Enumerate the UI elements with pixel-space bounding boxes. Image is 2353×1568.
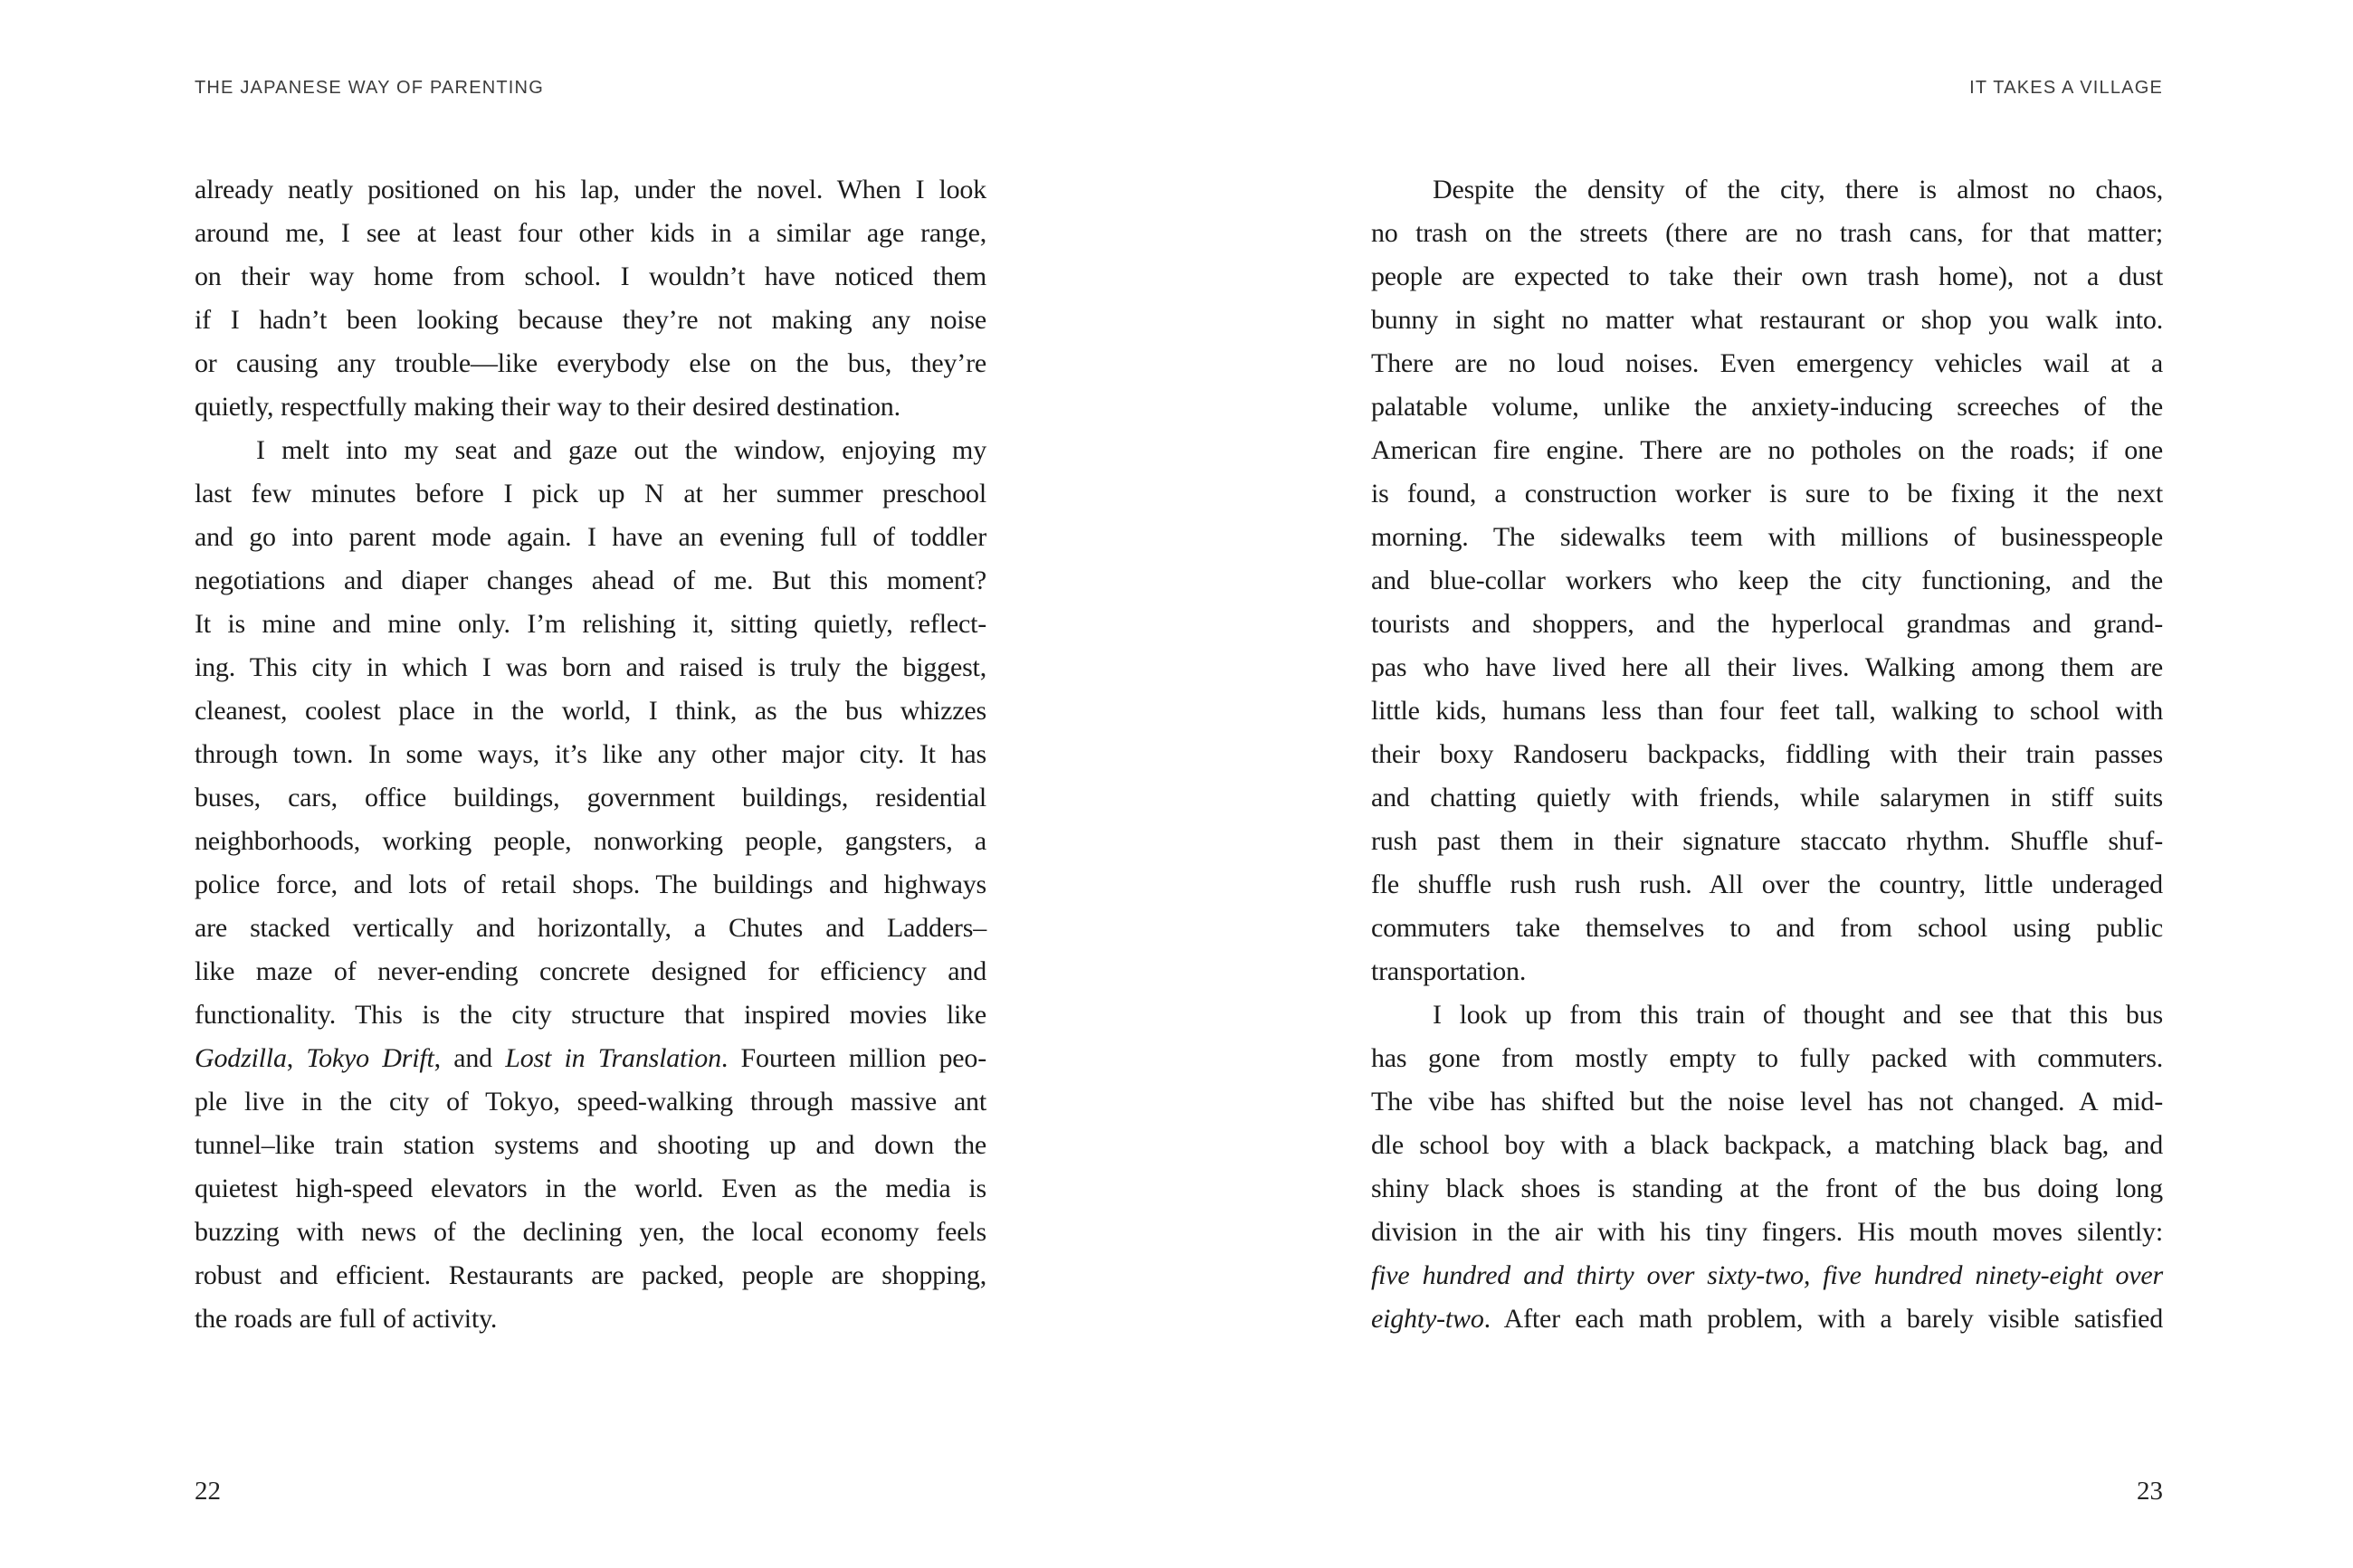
text-line: already neatly positioned on his lap, under the novel. When I look (195, 175, 986, 204)
text-line: It is mine and mine only. I’m relishing it, sitting quietly, reflect- (195, 609, 986, 639)
text-line: five hundred and thirty over sixty-two, five hundred ninety-eight over (1371, 1260, 2163, 1290)
text-line: negotiations and diaper changes ahead of me. But this moment? (195, 565, 986, 595)
text-line: the roads are full of activity. (195, 1304, 498, 1334)
text-line: ing. This city in which I was born and raised is truly the biggest, (195, 652, 986, 682)
text-line: fle shuffle rush rush rush. All over the country, little underaged (1371, 870, 2163, 899)
text-line: is found, a construction worker is sure to be fixing it the next (1371, 479, 2163, 508)
text-line: There are no loud noises. Even emergency vehicles wail at a (1371, 348, 2163, 378)
text-line: has gone from mostly empty to fully packed with commuters. (1371, 1043, 2163, 1073)
text-line: like maze of never-ending concrete designed for efficiency and (195, 956, 986, 986)
text-line: Godzilla, Tokyo Drift, and Lost in Translation. Fourteen million peo- (195, 1043, 986, 1073)
text-line: their boxy Randoseru backpacks, fiddling with their train passes (1371, 739, 2163, 769)
text-line: Despite the density of the city, there is almost no chaos, (1433, 175, 2163, 204)
text-line: I melt into my seat and gaze out the window, enjoying my (256, 435, 986, 465)
text-line: if I hadn’t been looking because they’re not making any noise (195, 305, 986, 335)
text-line: through town. In some ways, it’s like any other major city. It has (195, 739, 986, 769)
text-line: and blue-collar workers who keep the city functioning, and the (1371, 565, 2163, 595)
text-line: shiny black shoes is standing at the front of the bus doing long (1371, 1174, 2163, 1203)
text-line: buzzing with news of the declining yen, the local economy feels (195, 1217, 986, 1247)
text-line: dle school boy with a black backpack, a matching black bag, and (1371, 1130, 2163, 1160)
text-line: I look up from this train of thought and see that this bus (1433, 1000, 2163, 1030)
text-line: are stacked vertically and horizontally, a Chutes and Ladders– (195, 913, 986, 943)
text-line: and go into parent mode again. I have an evening full of toddler (195, 522, 986, 552)
text-line: morning. The sidewalks teem with millions of businesspeople (1371, 522, 2163, 552)
text-line: commuters take themselves to and from school using public (1371, 913, 2163, 943)
text-line: tunnel–like train station systems and shooting up and down the (195, 1130, 986, 1160)
text-line: around me, I see at least four other kids in a similar age range, (195, 218, 986, 248)
text-line: last few minutes before I pick up N at her summer preschool (195, 479, 986, 508)
text-line: palatable volume, unlike the anxiety-inducing screeches of the (1371, 392, 2163, 422)
text-line: rush past them in their signature staccato rhythm. Shuffle shuf- (1371, 826, 2163, 856)
right-page-body (1371, 168, 2163, 1341)
text-line: buses, cars, office buildings, government buildings, residential (195, 783, 986, 813)
text-line: The vibe has shifted but the noise level has not changed. A mid- (1371, 1087, 2163, 1117)
text-line: neighborhoods, working people, nonworking people, gangsters, a (195, 826, 986, 856)
text-line: and chatting quietly with friends, while salarymen in stiff suits (1371, 783, 2163, 813)
text-line: American fire engine. There are no potholes on the roads; if one (1371, 435, 2163, 465)
text-line: quietest high-speed elevators in the world. Even as the media is (195, 1174, 986, 1203)
left-page-body (195, 168, 986, 1341)
text-line: robust and efficient. Restaurants are packed, people are shopping, (195, 1260, 986, 1290)
text-line: cleanest, coolest place in the world, I think, as the bus whizzes (195, 696, 986, 726)
text-line: division in the air with his tiny fingers. His mouth moves silently: (1371, 1217, 2163, 1247)
text-line: ple live in the city of Tokyo, speed-walking through massive ant (195, 1087, 986, 1117)
text-line: or causing any trouble—like everybody else on the bus, they’re (195, 348, 986, 378)
text-line: tourists and shoppers, and the hyperlocal grandmas and grand- (1371, 609, 2163, 639)
text-line: transportation. (1371, 956, 1527, 986)
text-line: police force, and lots of retail shops. The buildings and highways (195, 870, 986, 899)
text-line: functionality. This is the city structure that inspired movies like (195, 1000, 986, 1030)
text-line: no trash on the streets (there are no trash cans, for that matter; (1371, 218, 2163, 248)
text-line: pas who have lived here all their lives. Walking among them are (1371, 652, 2163, 682)
running-header-left: THE JAPANESE WAY OF PARENTING (195, 78, 544, 98)
text-line: little kids, humans less than four feet tall, walking to school with (1371, 696, 2163, 726)
page-number-left: 22 (195, 1477, 221, 1506)
text-line: people are expected to take their own trash home), not a dust (1371, 261, 2163, 291)
text-line: eighty-two. After each math problem, with a barely visible satisfied (1371, 1304, 2163, 1334)
text-line: quietly, respectfully making their way to their desired destination. (195, 392, 900, 422)
text-line: bunny in sight no matter what restaurant or shop you walk into. (1371, 305, 2163, 335)
page-number-right: 23 (2137, 1477, 2163, 1506)
running-header-right: IT TAKES A VILLAGE (1969, 78, 2163, 98)
text-line: on their way home from school. I wouldn’t have noticed them (195, 261, 986, 291)
